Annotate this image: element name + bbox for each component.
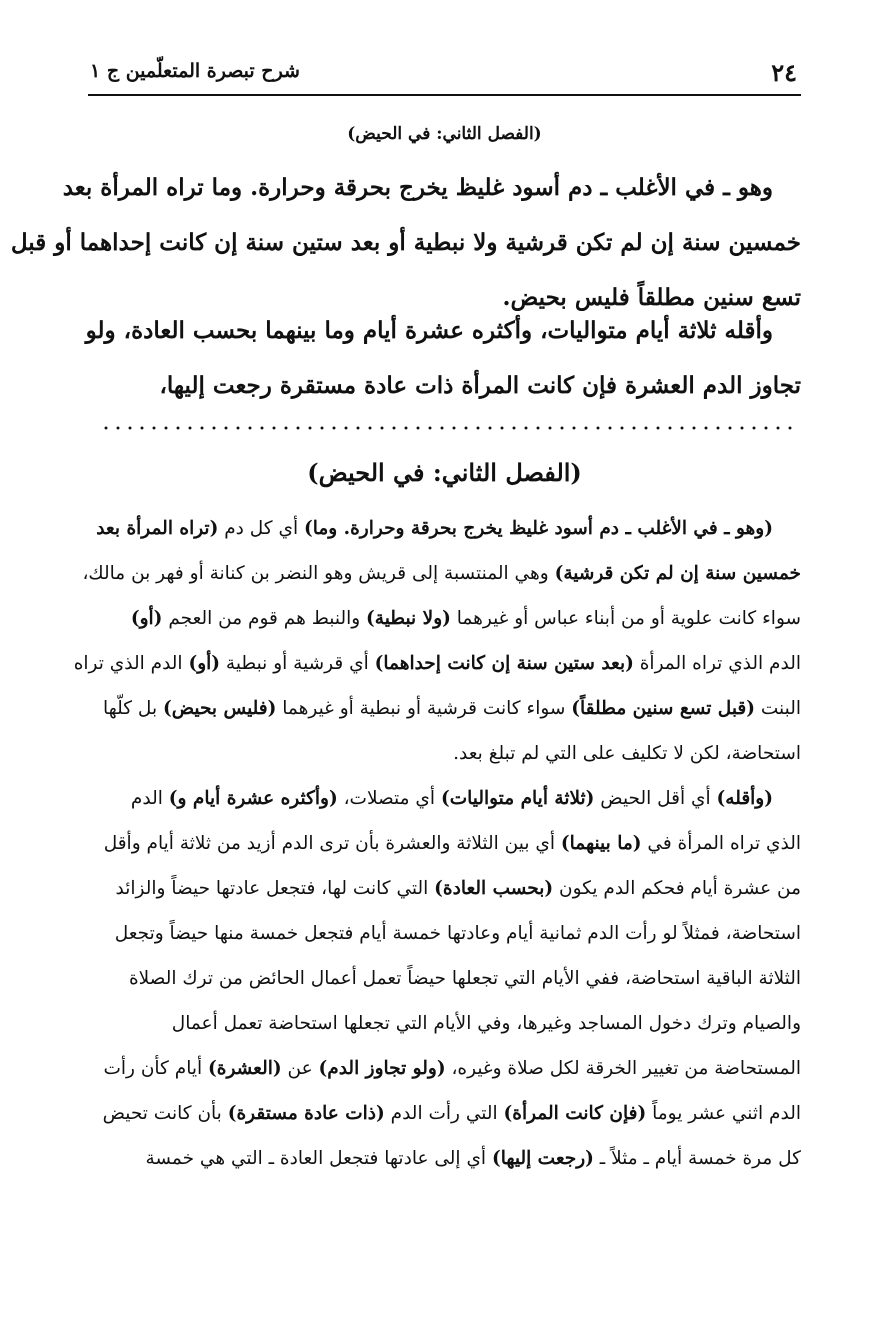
sharh-line: الدم الذي تراه المرأة (بعد ستين سنة إن كانت إحداهما) أي قرشية أو نبطية (أو) الدم الذي تراه <box>73 653 801 674</box>
sharh-line: الذي تراه المرأة في (ما بينهما) أي بين الثلاثة والعشرة بأن ترى الدم أزيد من ثلاثة أيام وأقل <box>103 833 801 854</box>
sharh-heading: (الفصل الثاني: في الحيض) <box>307 458 582 487</box>
matn-heading: (الفصل الثاني: في الحيض) <box>347 124 542 144</box>
matn-line: وأقله ثلاثة أيام متواليات، وأكثره عشرة أيام وما بينهما بحسب العادة، ولو <box>85 317 773 344</box>
matn-quote: (ولو تجاوز الدم) <box>318 1058 446 1079</box>
matn-quote: (رجعت إليها) <box>491 1148 594 1169</box>
matn-quote: (وهو ـ في الأغلب ـ دم أسود غليظ يخرج بحرقة وحرارة. وما) <box>304 518 773 539</box>
matn-paragraph-1 <box>10 160 801 325</box>
matn-line: خمسين سنة إن لم تكن قرشية ولا نبطية أو بعد ستين سنة إن كانت إحداهما أو قبل <box>10 229 801 256</box>
sharh-line: والصيام وترك دخول المساجد وغيرها، وفي الأيام التي تجعلها استحاضة تعمل أعمال <box>171 1013 801 1034</box>
running-title: شرح تبصرة المتعلّمين ج ١ <box>90 60 300 82</box>
matn-quote: (بحسب العادة) <box>434 878 554 899</box>
page-number: ٢٤ <box>771 58 797 87</box>
matn-quote: (ثلاثة أيام متواليات) <box>440 788 595 809</box>
matn-quote: (العشرة) <box>208 1058 282 1079</box>
matn-quote: (وأقله) <box>716 788 773 809</box>
matn-quote: (ذات عادة مستقرة) <box>227 1103 385 1124</box>
matn-quote: (قبل تسع سنين مطلقاً) <box>571 698 755 719</box>
matn-quote: (أو) <box>188 653 221 674</box>
matn-quote: خمسين سنة إن لم تكن قرشية) <box>554 563 801 584</box>
sharh-line: (وهو ـ في الأغلب ـ دم أسود غليظ يخرج بحرقة وحرارة. وما) أي كل دم (تراه المرأة بعد <box>96 518 773 539</box>
sharh-line: المستحاضة من تغيير الخرقة لكل صلاة وغيره، (ولو تجاوز الدم) عن (العشرة) أيام كأن رأت <box>103 1058 801 1079</box>
matn-quote: (فإن كانت المرأة) <box>503 1103 647 1124</box>
matn-quote: (ولا نبطية) <box>366 608 451 629</box>
matn-quote: (تراه المرأة بعد <box>96 518 219 539</box>
sharh-line: من عشرة أيام فحكم الدم يكون (بحسب العادة) التي كانت لها، فتجعل عادتها حيضاً والزائد <box>115 878 801 899</box>
sharh-text <box>73 506 801 1181</box>
sharh-line: البنت (قبل تسع سنين مطلقاً) سواء كانت قرشية أو نبطية أو غيرهما (فليس بحيض) بل كلّها <box>102 698 801 719</box>
sharh-line: استحاضة، لكن لا تكليف على التي لم تبلغ بعد. <box>453 743 801 764</box>
sharh-line: الثلاثة الباقية استحاضة، ففي الأيام التي تجعلها حيضاً تعمل أعمال الحائض من ترك الصلاة <box>128 968 801 989</box>
sharh-line: سواء كانت علوية أو من أبناء عباس أو غيرهما (ولا نبطية) والنبط هم قوم من العجم (أو) <box>130 608 801 629</box>
matn-paragraph-2 <box>85 303 801 413</box>
matn-line: تسع سنين مطلقاً فليس بحيض. <box>502 284 801 311</box>
matn-line: وهو ـ في الأغلب ـ دم أسود غليظ يخرج بحرقة وحرارة. وما تراه المرأة بعد <box>62 174 773 201</box>
matn-quote: (فليس بحيض) <box>162 698 277 719</box>
sharh-line: خمسين سنة إن لم تكن قرشية) وهي المنتسبة إلى قريش وهو النضر بن كنانة أو فهر بن مالك، <box>82 563 801 584</box>
sharh-line: استحاضة، فمثلاً لو رأت الدم ثمانية أيام وعادتها خمسة أيام فتجعل خمسة منها حيضاً وتجعل <box>114 923 801 944</box>
matn-quote: (وأكثره عشرة أيام و) <box>168 788 338 809</box>
sharh-line: الدم اثني عشر يوماً (فإن كانت المرأة) التي رأت الدم (ذات عادة مستقرة) بأن كانت تحيض <box>102 1103 801 1124</box>
matn-quote: (أو) <box>130 608 163 629</box>
matn-line: تجاوز الدم العشرة فإن كانت المرأة ذات عادة مستقرة رجعت إليها، <box>159 372 801 399</box>
matn-quote: (بعد ستين سنة إن كانت إحداهما) <box>374 653 634 674</box>
sharh-line: كل مرة خمسة أيام ـ مثلاً ـ (رجعت إليها) أي إلى عادتها فتجعل العادة ـ التي هي خمسة <box>145 1148 801 1169</box>
page-header <box>88 56 801 96</box>
dotted-separator <box>100 424 800 432</box>
sharh-line: (وأقله) أي أقل الحيض (ثلاثة أيام متواليات) أي متصلات، (وأكثره عشرة أيام و) الدم <box>130 788 773 809</box>
matn-quote: (ما بينهما) <box>560 833 642 854</box>
